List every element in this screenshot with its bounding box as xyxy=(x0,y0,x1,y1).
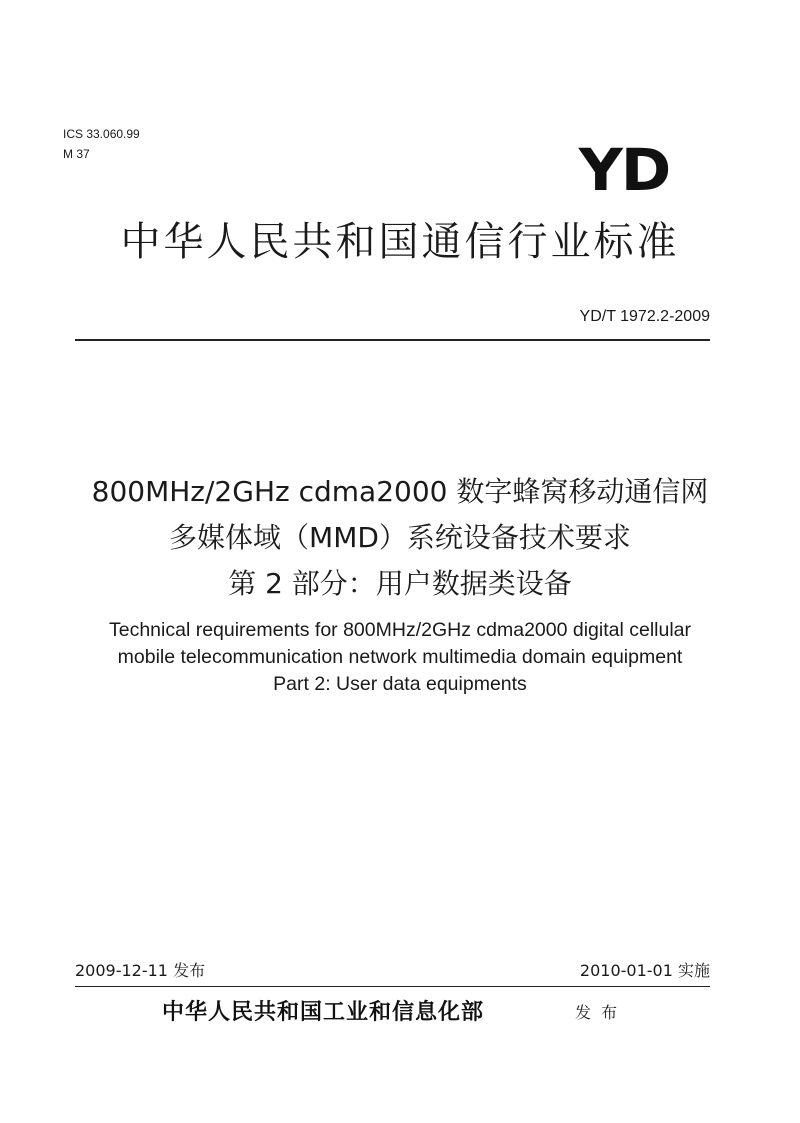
top-divider xyxy=(75,339,710,341)
standard-number: YD/T 1972.2-2009 xyxy=(579,308,710,325)
yd-logo: YD xyxy=(578,136,669,204)
standard-category-title: 中华人民共和国通信行业标准 xyxy=(120,219,680,265)
issue-date: 2009-12-11 发布 xyxy=(75,961,206,980)
publisher-name: 中华人民共和国工业和信息化部 xyxy=(162,999,485,1025)
publish-label: 发布 xyxy=(575,1003,628,1022)
chinese-title-line-3: 第 2 部分：用户数据类设备 xyxy=(228,567,572,600)
bottom-divider xyxy=(75,986,710,987)
chinese-title-line-1: 800MHz/2GHz cdma2000 数字蜂窝移动通信网 xyxy=(91,475,709,508)
english-title-line-1: Technical requirements for 800MHz/2GHz cdma2000 digital cellular xyxy=(108,619,692,641)
english-title-line-2: mobile telecommunication network multimedia domain equipment xyxy=(117,646,683,668)
chinese-title-line-2: 多媒体域（MMD）系统设备技术要求 xyxy=(169,521,631,554)
implementation-date: 2010-01-01 实施 xyxy=(579,961,710,980)
ics-code: ICS 33.060.99 xyxy=(63,127,140,141)
ccs-code: M 37 xyxy=(63,147,90,161)
english-title-line-3: Part 2: User data equipments xyxy=(273,673,527,695)
